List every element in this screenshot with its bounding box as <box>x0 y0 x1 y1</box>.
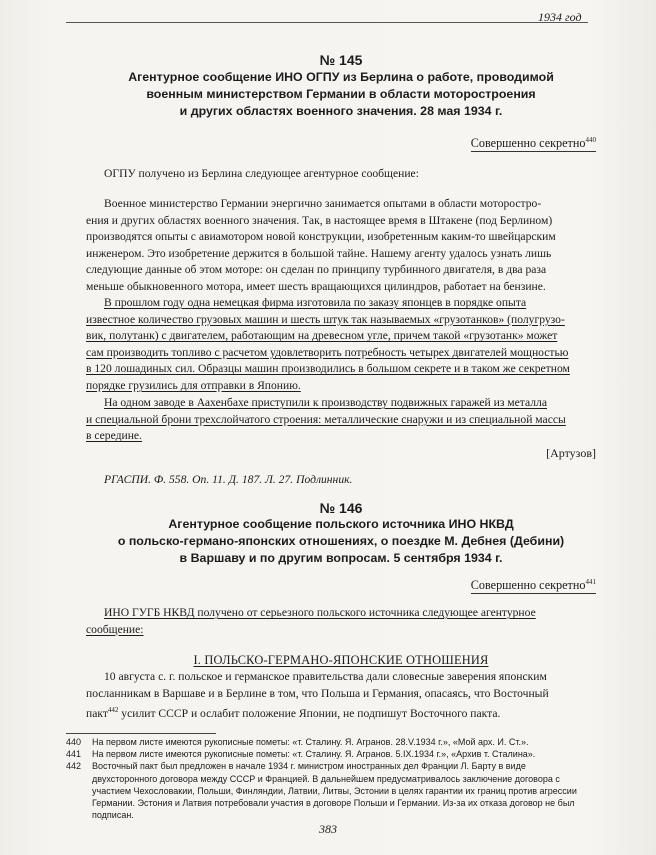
text-line: в середине. <box>86 429 142 443</box>
text-line: ИНО ГУГБ НКВД получено от серьезного польского источника следующее агентурное <box>104 606 536 619</box>
footnote-number: 442 <box>66 761 82 772</box>
footnote-number: 440 <box>66 737 82 747</box>
section-heading-text: I. ПОЛЬСКО-ГЕРМАНО-ЯПОНСКИЕ ОТНОШЕНИЯ <box>193 653 489 667</box>
doc-145-paragraph-3 <box>86 395 596 445</box>
text-line: и специальной брони трехслойчатого строения: металлические снаружи и из специальной массы <box>86 412 566 426</box>
footnote-number: 441 <box>66 749 82 760</box>
footnote-text: На первом листе имеются рукописные пометы: «т. Сталину. Я. Агранов. 28.V.1934 г.», «Мой арх. И. Ст.». <box>92 737 529 747</box>
text-line <box>86 702 596 722</box>
doc-145-signature: [Артузов] <box>546 446 596 460</box>
text-line: 10 августа с. г. польское и германское правительства дали словесные заверения японским <box>104 670 547 683</box>
doc-145-number: № 145 <box>319 52 363 68</box>
classification-label: Совершенно секретно <box>470 578 586 593</box>
text-line: инженером. Это изобретение держится в большой тайне. Нашему агенту удалось узнать лишь <box>86 246 552 260</box>
footnote-ref: 440 <box>585 136 596 144</box>
text-line: порядке грузились для отправки в Японию. <box>86 378 301 392</box>
text-line: посланникам в Варшаве и в Берлине в том, что Польша и Германия, опасаясь, что Восточный <box>86 686 549 700</box>
text-line: следующие данные об этом моторе: он сделан по принципу турбинного двигателя, в два раза <box>86 263 547 277</box>
doc-145-classification <box>471 136 596 152</box>
doc-145-paragraph-2 <box>86 295 596 395</box>
doc-146-title-line: в Варшаву и по другим вопросам. 5 сентября 1934 г. <box>179 551 503 565</box>
doc-146-classification <box>471 578 596 594</box>
doc-145-intro: ОГПУ получено из Берлина следующее агентурное сообщение: <box>104 167 419 180</box>
doc-146-number: № 146 <box>319 500 363 516</box>
text-line: производятся опыты с авиамотором новой конструкции, изобретенным каким-то швейцарским <box>86 230 556 244</box>
text-line: Военное министерство Германии энергично занимается опытами в области моторостро- <box>104 197 542 210</box>
text-line: сообщение: <box>86 622 144 636</box>
text-line: известное количество грузовых машин и шесть штук так называемых «грузотанков» (полугрузо- <box>86 312 565 326</box>
doc-146-title-line: Агентурное сообщение польского источника ИНО НКВД <box>168 517 514 531</box>
doc-145-title-line: военным министерством Германии в области моторостроения <box>146 87 536 101</box>
doc-145-title <box>86 69 596 120</box>
header-rule <box>66 22 588 23</box>
footnote-ref: 441 <box>585 578 596 586</box>
page-number: 383 <box>319 822 337 836</box>
text-line: На одном заводе в Аахенбахе приступили к производству подвижных гаражей из металла <box>104 396 547 409</box>
doc-146-title <box>86 516 596 567</box>
doc-146-section-heading <box>86 653 596 668</box>
text-line: В прошлом году одна немецкая фирма изготовила по заказу японцев в порядке опыта <box>104 296 527 309</box>
footnote-ref: 442 <box>107 706 119 715</box>
footnote-text: Восточный пакт был предложен в начале 1934 г. министром иностранных дел Франции Л. Барту в виде двухсторонного договора между СССР и Францией. В дальнейшем предусматривалось заключение договора с участием Чехословакии, Польши, Финляндии, Латвии, Литвы, Эстонии в целях гарантии их границ против агрессии Германии. Эстония и Латвия потребовали участия в договоре Польши и Германии. Из-за их отказа договор не был подписан. <box>92 761 577 821</box>
doc-145-title-line: Агентурное сообщение ИНО ОГПУ из Берлина о работе, проводимой <box>128 70 554 84</box>
text-line: меньше обыкновенного мотора, имеет шесть вращающихся цилиндров, работает на бензине. <box>86 279 546 293</box>
footnotes <box>66 736 588 821</box>
classification-label: Совершенно секретно <box>470 136 586 151</box>
text-line: ения и других областях военного значения. Так, в настоящее время в Штакене (под Берлином) <box>86 213 553 227</box>
doc-145-source: РГАСПИ. Ф. 558. Оп. 11. Д. 187. Л. 27. Подлинник. <box>104 473 353 486</box>
running-header-year: 1934 год <box>538 10 582 24</box>
footnote-442 <box>66 760 588 821</box>
doc-145-title-line: и других областях военного значения. 28 мая 1934 г. <box>179 104 503 118</box>
doc-146-title-line: о польско-германо-японских отношениях, о поездке М. Дебнея (Дебини) <box>117 534 565 548</box>
footnote-rule <box>66 733 216 734</box>
footnote-440 <box>66 736 588 748</box>
text-line: сам производить топливо с расчетом удовлетворить потребность четырех двигателей мощностью <box>86 345 569 359</box>
doc-146-intro <box>86 605 596 638</box>
doc-146-paragraph-1 <box>86 669 596 723</box>
text-fragment: пакт <box>86 707 108 721</box>
doc-145-paragraph-1 <box>86 196 596 296</box>
text-line: в 120 лошадиных сил. Образцы машин производились в большом секрете и в таком же секретном <box>86 362 570 376</box>
text-line: вик, полутанк) с двигателем, работающим на древесном угле, причем такой «грузотанк» может <box>86 329 558 343</box>
footnote-text: На первом листе имеются рукописные пометы: «т. Сталину. Я. Агранов. 5.IX.1934 г.», «Архив т. Сталина». <box>92 749 536 760</box>
text-fragment: усилит СССР и ослабит положение Японии, не подпишут Восточного пакта. <box>118 707 501 721</box>
footnote-441 <box>66 748 588 760</box>
